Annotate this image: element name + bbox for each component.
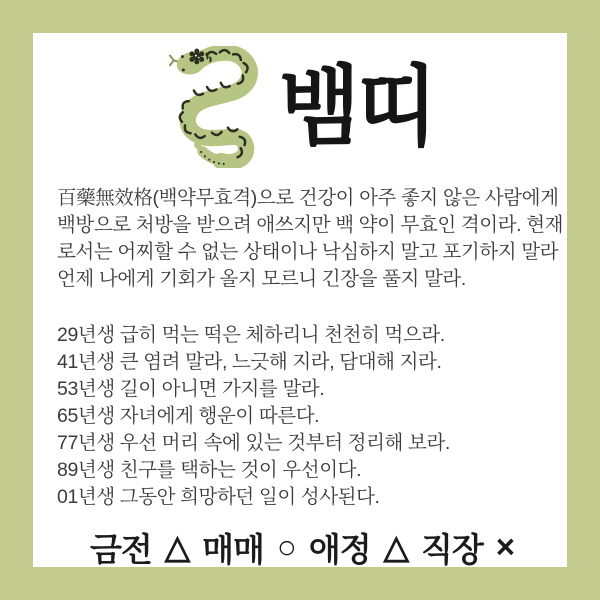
triangle-symbol: △ (383, 528, 408, 565)
summary-label-money: 금전 (89, 531, 152, 568)
year-fortune-line: 01년생 그동안 희망하던 일이 성사된다. (57, 486, 380, 508)
fortune-paragraph (57, 185, 564, 293)
paragraph-line: 언제 나에게 기회가 올지 모르니 긴장을 풀지 말라. (57, 268, 466, 290)
fortune-card (33, 33, 567, 567)
summary-label-love: 애정 (308, 531, 371, 568)
year-fortune-line: 53년생 길이 아니면 가지를 말라. (57, 378, 325, 400)
snake-illustration (169, 46, 263, 169)
paragraph-line: 百藥無效格(백약무효격)으로 건강이 아주 좋지 않은 사람에게 (57, 187, 559, 209)
year-fortune-line: 65년생 자녀에게 행운이 따른다. (57, 405, 320, 427)
snake-icon (169, 46, 263, 169)
page-title: 뱀띠 (278, 58, 436, 156)
paragraph-line: 백방으로 처방을 받으려 애쓰지만 백 약이 무효인 격이라. 현재 (57, 214, 564, 236)
year-fortune-line: 77년생 우선 머리 속에 있는 것부터 정리해 보라. (57, 432, 450, 454)
x-symbol: × (495, 527, 515, 565)
summary-line (57, 524, 547, 571)
year-fortune-list (57, 322, 547, 511)
year-fortune-line: 89년생 친구를 택하는 것이 우선이다. (57, 459, 362, 481)
summary-label-work: 직장 (420, 531, 483, 568)
paragraph-line: 로서는 어찌할 수 없는 상태이나 낙심하지 말고 포기하지 말라 (57, 241, 559, 263)
year-fortune-line: 41년생 큰 염려 말라, 느긋해 지라, 담대해 지라. (57, 351, 442, 373)
summary-label-trade: 매매 (202, 531, 264, 568)
circle-symbol: ○ (276, 527, 296, 565)
card-header (57, 33, 547, 176)
triangle-symbol: △ (164, 528, 190, 565)
year-fortune-line: 29년생 급히 먹는 떡은 체하리니 천천히 먹으라. (57, 324, 445, 346)
